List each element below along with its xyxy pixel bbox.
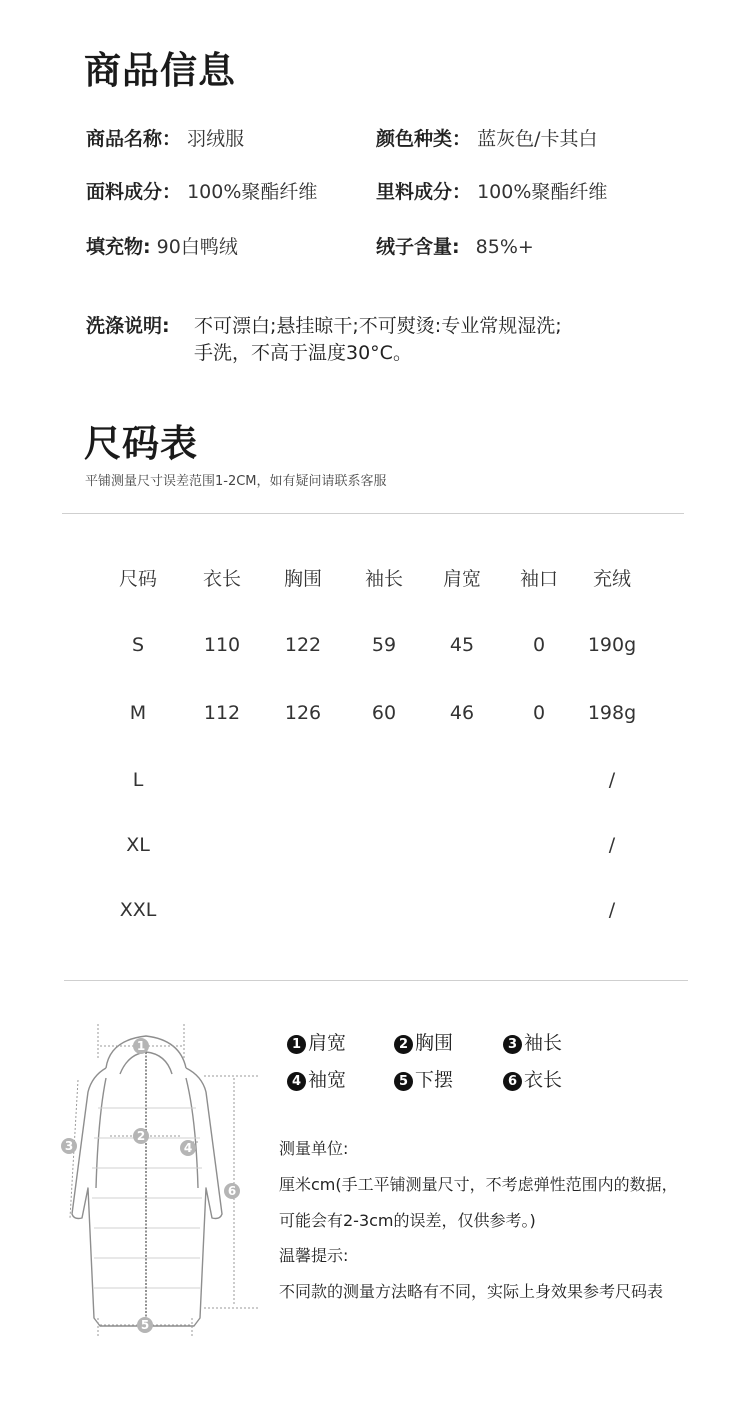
table-cell-size: L <box>132 769 144 791</box>
divider-top <box>62 513 684 514</box>
legend-number-1: 1 <box>287 1035 306 1054</box>
table-cell-chest: 126 <box>284 702 322 724</box>
table-cell-chest: 122 <box>284 634 322 656</box>
legend-item-chest <box>394 1028 453 1055</box>
legend-item-sleeve-width <box>287 1065 346 1092</box>
info-lining <box>376 177 607 204</box>
coat-right-sleeve <box>183 1078 198 1188</box>
table-cell-shoulder: 46 <box>449 702 475 724</box>
measure-unit-line-2: 可能会有2-3cm的误差，仅供参考。) <box>279 1211 536 1230</box>
tip-text: 不同款的测量方法略有不同，实际上身效果参考尺码表 <box>279 1282 664 1301</box>
info-filling <box>86 232 238 259</box>
legend-item-hem <box>394 1065 453 1092</box>
table-header-cuff: 袖口 <box>519 568 558 590</box>
wash-label-text: 洗涤说明: <box>86 315 170 337</box>
table-cell-sleeve: 59 <box>371 634 397 656</box>
legend-item-length <box>503 1065 562 1092</box>
table-header-shoulder: 肩宽 <box>442 568 481 590</box>
table-cell-filling: / <box>608 899 616 921</box>
table-cell-shoulder: 45 <box>449 634 475 656</box>
legend-label-5: 下摆 <box>415 1069 454 1091</box>
info-name-value: 羽绒服 <box>187 128 245 150</box>
table-cell-length: 110 <box>203 634 241 656</box>
measure-unit-label: 测量单位: <box>279 1139 349 1158</box>
info-lining-label: 里料成分： <box>376 181 472 203</box>
legend-number-3: 3 <box>503 1035 522 1054</box>
info-fabric-value: 100%聚酯纤维 <box>187 181 318 203</box>
info-color-label: 颜色种类： <box>376 128 472 150</box>
table-header-filling: 充绒 <box>592 568 631 590</box>
legend-number-2: 2 <box>394 1035 413 1054</box>
info-fabric <box>86 177 317 204</box>
wash-label <box>86 311 170 338</box>
info-filling-value: 90白鸭绒 <box>156 236 238 258</box>
info-color-value: 蓝灰色/卡其白 <box>477 128 598 150</box>
legend-number-4: 4 <box>287 1072 306 1091</box>
wash-line-2: 手洗，不高于温度30°C。 <box>194 342 412 364</box>
table-cell-cuff: 0 <box>532 634 546 656</box>
legend-label-6: 衣长 <box>524 1069 563 1091</box>
info-fabric-label: 面料成分： <box>86 181 182 203</box>
measure-unit-line-1: 厘米cm(手工平铺测量尺寸，不考虑弹性范围内的数据， <box>279 1175 678 1194</box>
coat-diagram <box>48 1018 268 1348</box>
info-name-label: 商品名称： <box>86 128 182 150</box>
table-cell-filling: / <box>608 769 616 791</box>
table-cell-filling: / <box>608 834 616 856</box>
info-name <box>86 124 244 151</box>
divider-bottom <box>64 980 688 981</box>
legend-item-shoulder <box>287 1028 346 1055</box>
wash-line-1: 不可漂白;悬挂晾干;不可熨烫:专业常规湿洗; <box>194 315 562 337</box>
diagram-marker-6-label: 6 <box>227 1184 237 1198</box>
table-cell-sleeve: 60 <box>371 702 397 724</box>
legend-number-5: 5 <box>394 1072 413 1091</box>
diagram-marker-5-label: 5 <box>140 1318 150 1332</box>
diagram-marker-2-label: 2 <box>136 1129 146 1143</box>
coat-left-sleeve <box>96 1078 106 1188</box>
table-cell-length: 112 <box>203 702 241 724</box>
table-cell-size: M <box>129 702 147 724</box>
legend-label-3: 袖长 <box>524 1032 563 1054</box>
table-cell-size: S <box>131 634 145 656</box>
diagram-marker-1-label: 1 <box>136 1039 146 1053</box>
coat-body-outline <box>72 1068 222 1326</box>
info-filling-label: 填充物: <box>86 236 151 258</box>
table-header-size: 尺码 <box>118 568 157 590</box>
table-cell-size: XL <box>126 834 150 856</box>
size-chart-title: 尺码表 <box>84 422 198 465</box>
diagram-marker-4-label: 4 <box>183 1141 193 1155</box>
table-cell-cuff: 0 <box>532 702 546 724</box>
info-down-content-label: 绒子含量: <box>376 236 460 258</box>
info-lining-value: 100%聚酯纤维 <box>477 181 608 203</box>
info-down-content-value: 85%+ <box>475 236 534 258</box>
size-chart-note: 平铺测量尺寸误差范围1-2CM，如有疑问请联系客服 <box>85 474 387 489</box>
table-header-length: 衣长 <box>202 568 241 590</box>
legend-label-4: 袖宽 <box>308 1069 347 1091</box>
info-color <box>376 124 597 151</box>
table-header-sleeve: 袖长 <box>364 568 403 590</box>
legend-label-2: 胸围 <box>415 1032 454 1054</box>
table-cell-filling: 190g <box>587 634 637 656</box>
table-header-chest: 胸围 <box>283 568 322 590</box>
tip-label: 温馨提示: <box>279 1246 349 1265</box>
table-cell-filling: 198g <box>587 702 637 724</box>
legend-label-1: 肩宽 <box>308 1032 347 1054</box>
legend-number-6: 6 <box>503 1072 522 1091</box>
diagram-marker-3-label: 3 <box>64 1139 74 1153</box>
info-down-content <box>376 232 534 259</box>
legend-item-sleeve <box>503 1028 562 1055</box>
product-info-title: 商品信息 <box>84 49 236 92</box>
table-cell-size: XXL <box>119 899 157 921</box>
